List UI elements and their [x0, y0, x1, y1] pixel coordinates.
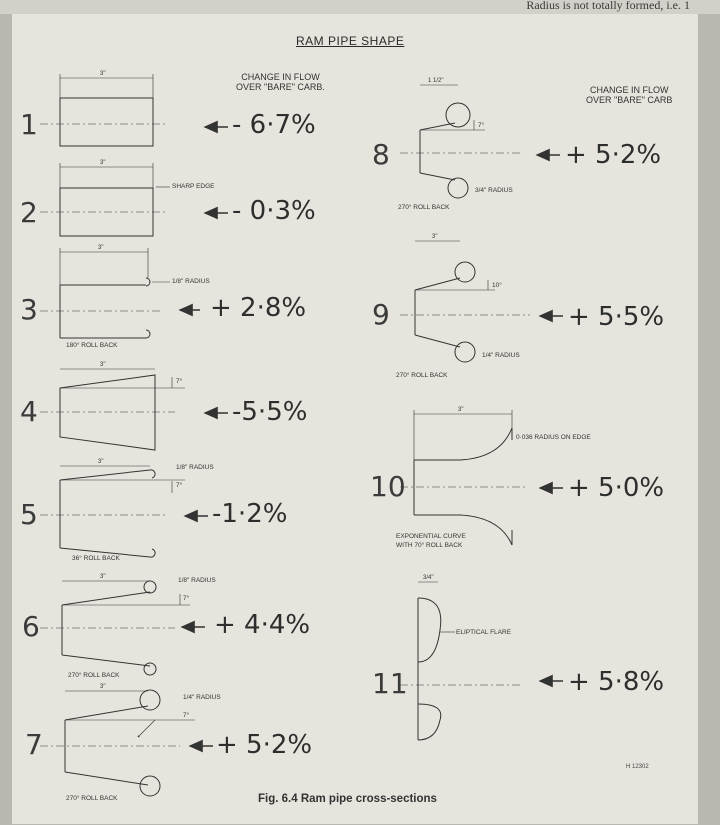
flow-change-value-9: + 5·5%	[568, 302, 665, 332]
note-8-angle: 7°	[478, 122, 485, 129]
dim-label-5: 3"	[98, 459, 104, 465]
figure-title: RAM PIPE SHAPE	[296, 34, 405, 48]
item-number-1: 1	[20, 108, 38, 141]
note-6-roll-back: 270° ROLL BACK	[68, 672, 120, 679]
item-number-3: 3	[20, 293, 38, 326]
figure-code: H 12302	[626, 764, 649, 770]
flow-change-value-3: + 2·8%	[210, 293, 307, 323]
item-number-8: 8	[372, 138, 390, 171]
note-9-angle: 10°	[492, 282, 502, 289]
left-header-line-2: OVER "BARE" CARB.	[236, 82, 325, 92]
note-8-radius: 3/4" RADIUS	[475, 187, 513, 194]
note-5-roll-back: 36° ROLL BACK	[72, 555, 120, 562]
dim-label-10: 3"	[458, 407, 464, 413]
note-6-angle: 7°	[183, 595, 190, 602]
item-number-6: 6	[22, 610, 40, 643]
pipe-shape-6	[40, 581, 190, 675]
flow-change-value-5: -1·2%	[212, 499, 288, 529]
pipe-shape-10	[400, 410, 525, 545]
item-number-10: 10	[370, 470, 406, 503]
pipe-shape-11	[400, 582, 520, 740]
flow-change-value-8: + 5·2%	[565, 140, 662, 170]
note-5-angle: 7°	[176, 482, 183, 489]
note-10-roll-back: WITH 70° ROLL BACK	[396, 542, 463, 549]
pipe-shape-1	[40, 74, 168, 146]
note-3-roll-back: 180° ROLL BACK	[66, 342, 118, 349]
right-header-line-1: CHANGE IN FLOW	[589, 85, 669, 95]
dim-label-7: 3"	[100, 684, 106, 690]
pipe-shape-5	[40, 466, 185, 557]
left-header-line-1: CHANGE IN FLOW	[241, 72, 320, 82]
dim-label-2: 3"	[100, 160, 106, 166]
note-6-radius: 1/8" RADIUS	[178, 577, 216, 584]
note-10-curve: EXPONENTIAL CURVE	[396, 533, 466, 540]
note-5-radius: 1/8" RADIUS	[176, 464, 214, 471]
dim-label-1: 3"	[100, 71, 106, 77]
flow-change-value-10: + 5·0%	[568, 473, 665, 503]
item-number-11: 11	[372, 667, 408, 700]
pipe-shape-7	[40, 690, 195, 796]
flow-change-value-11: + 5·8%	[568, 667, 665, 697]
note-4-angle: 7°	[176, 378, 183, 385]
item-number-4: 4	[20, 395, 38, 428]
note-9-radius: 1/4" RADIUS	[482, 352, 520, 359]
note-2-sharp-edge: SHARP EDGE	[172, 183, 215, 190]
note-10-radius: 0·036 RADIUS ON EDGE	[516, 434, 591, 441]
right-header-line-2: OVER "BARE" CARB	[586, 95, 673, 105]
note-7-roll-back: 270° ROLL BACK	[66, 795, 118, 802]
dim-label-11: 3/4"	[423, 575, 434, 581]
dim-label-3: 3"	[98, 245, 104, 251]
note-3-radius: 1/8" RADIUS	[172, 278, 210, 285]
note-7-radius: 1/4" RADIUS	[183, 694, 221, 701]
pipe-shape-8	[400, 85, 520, 198]
item-number-7: 7	[25, 728, 43, 761]
item-number-5: 5	[20, 498, 38, 531]
flow-change-value-1: - 6·7%	[232, 110, 316, 140]
dim-label-4: 3"	[100, 362, 106, 368]
flow-change-value-6: + 4·4%	[214, 610, 311, 640]
dim-label-8: 1 1/2"	[428, 78, 444, 84]
note-9-roll-back: 270° ROLL BACK	[396, 372, 448, 379]
note-11-flare: ELIPTICAL FLARE	[456, 629, 512, 636]
pipe-shape-2	[40, 163, 170, 236]
figure-caption: Fig. 6.4 Ram pipe cross-sections	[258, 793, 437, 805]
note-8-roll-back: 270° ROLL BACK	[398, 204, 450, 211]
item-number-2: 2	[20, 196, 38, 229]
flow-change-value-7: + 5·2%	[216, 730, 313, 760]
flow-change-value-2: - 0·3%	[232, 196, 316, 226]
header-fragment-text: Radius is not totally formed, i.e. 1	[526, 0, 690, 12]
note-7-angle: 7°	[183, 712, 190, 719]
flow-change-value-4: -5·5%	[232, 397, 308, 427]
dim-label-9: 3"	[432, 234, 438, 240]
pipe-shape-4	[40, 369, 185, 450]
item-number-9: 9	[372, 298, 390, 331]
dim-label-6: 3"	[100, 574, 106, 580]
pipe-shape-9	[400, 241, 530, 362]
pipe-shape-3	[40, 248, 170, 338]
